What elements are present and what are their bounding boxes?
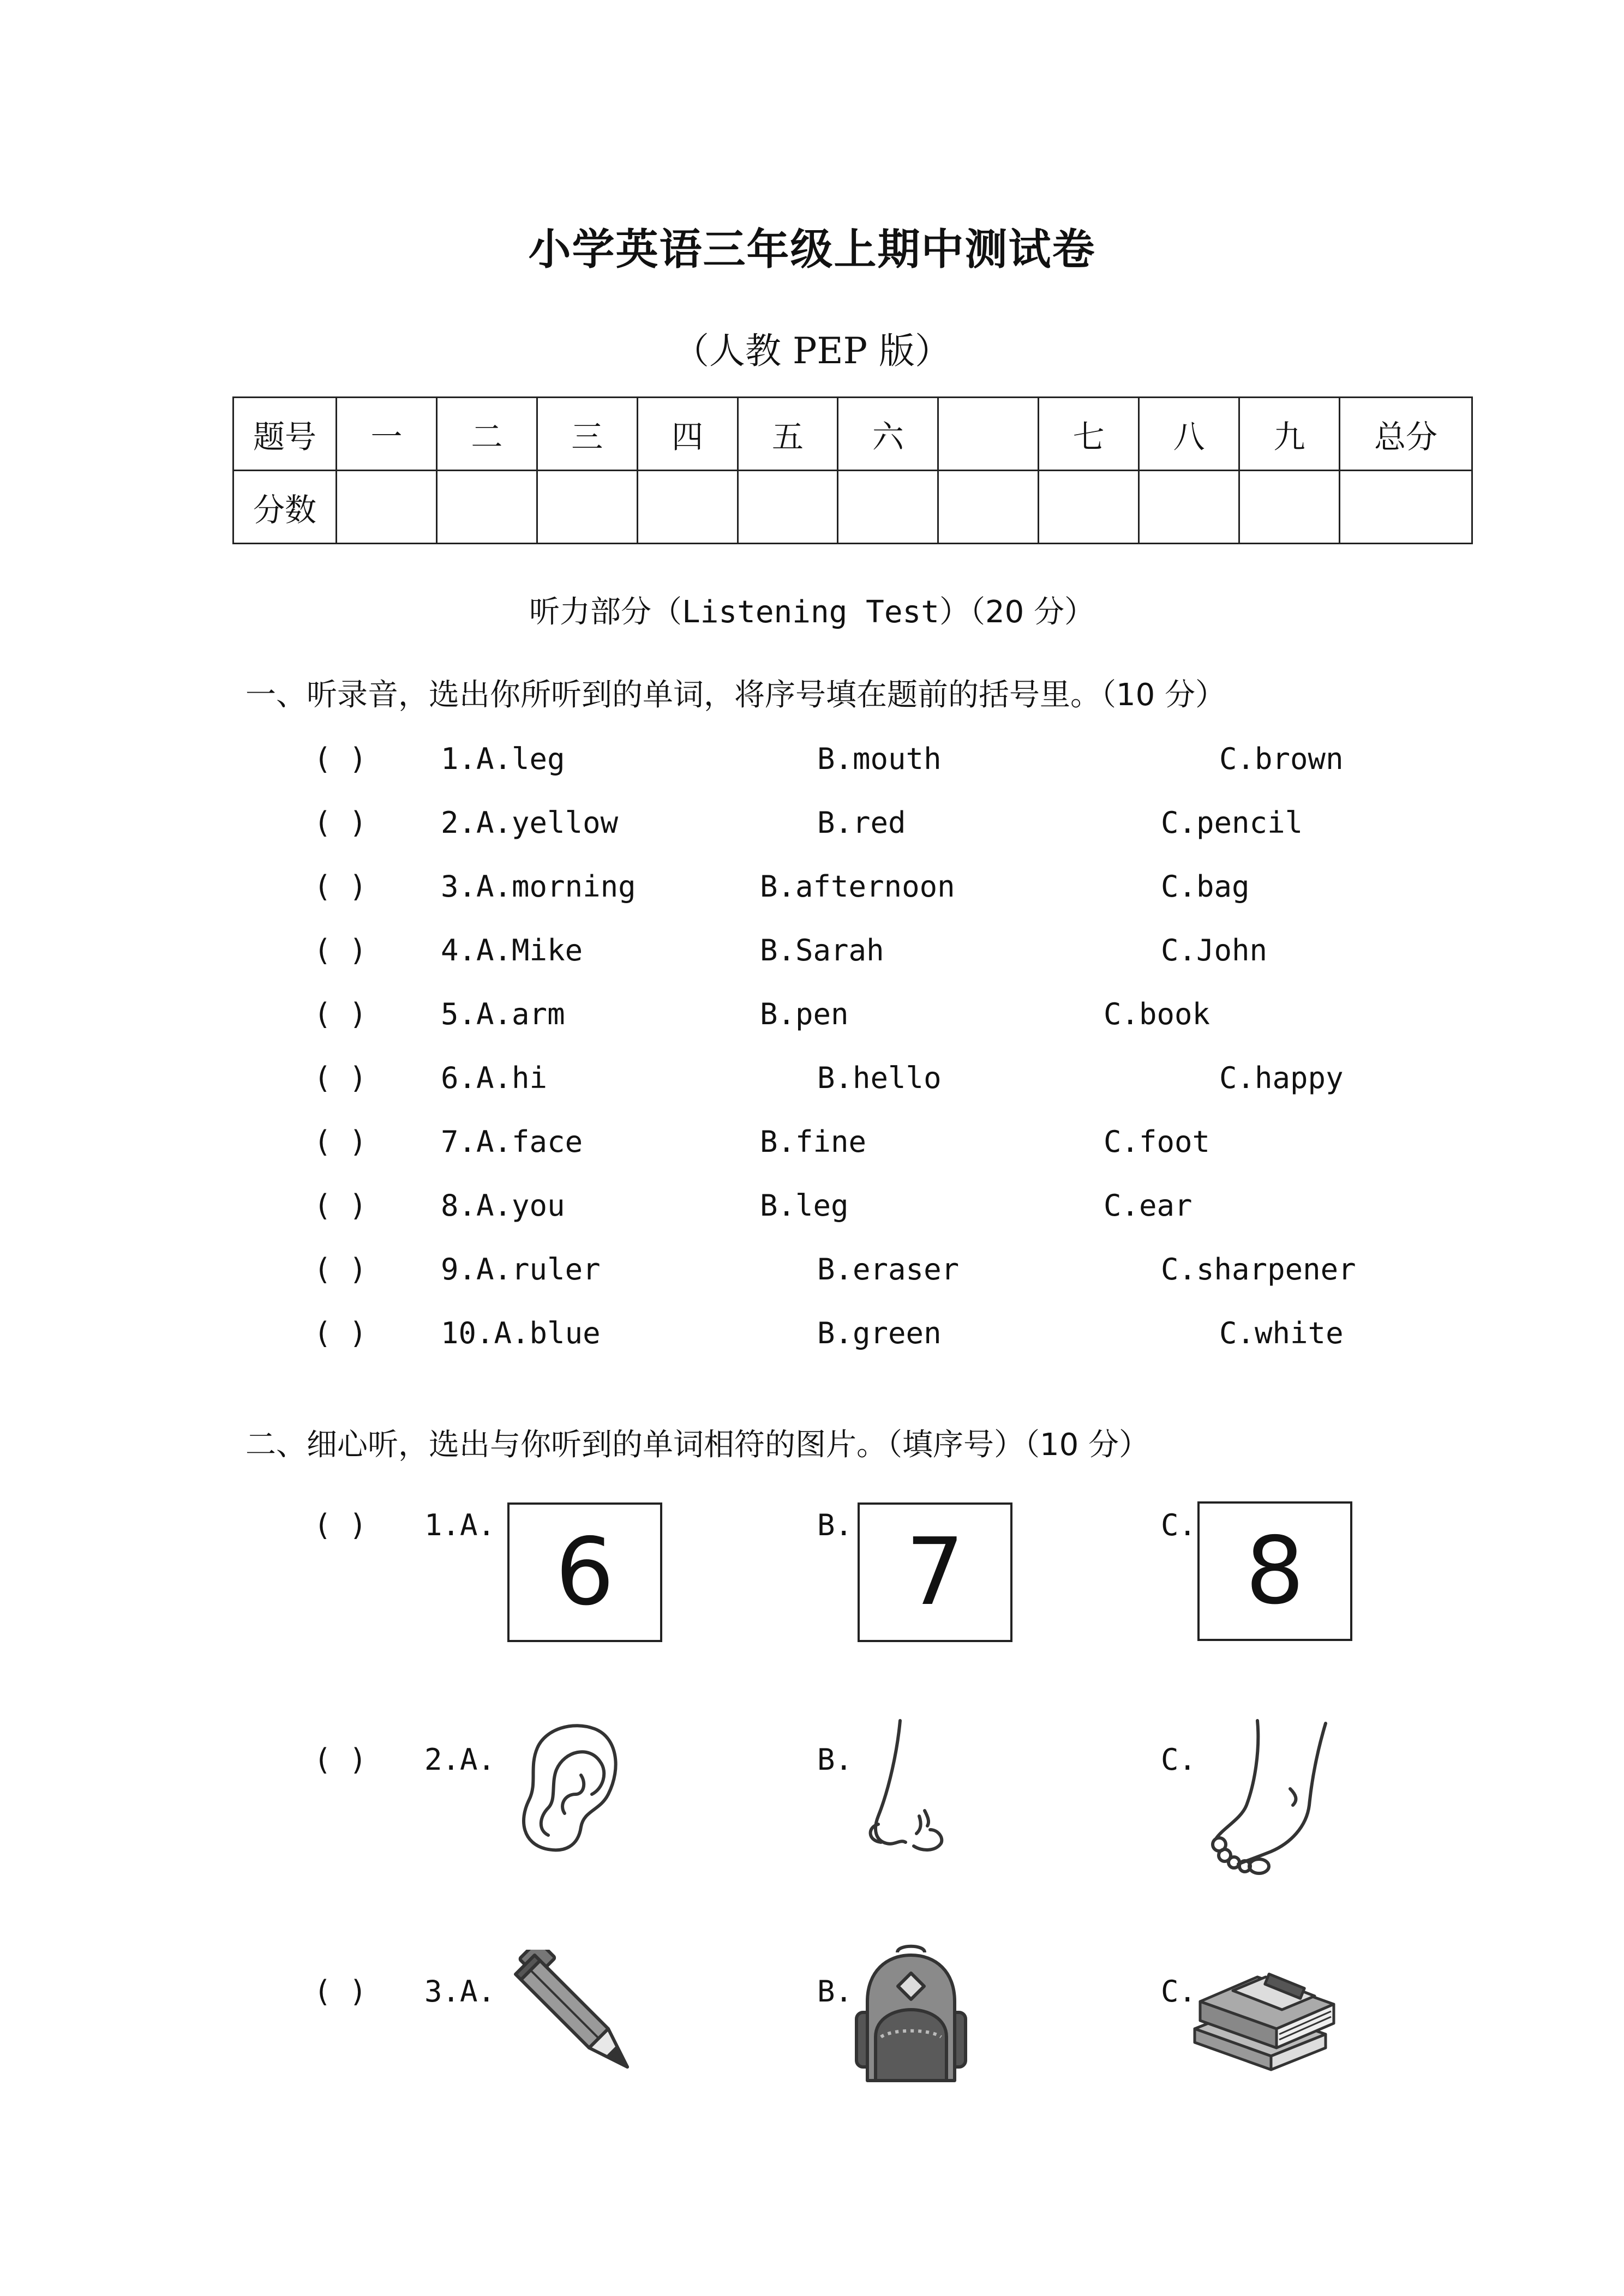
part2-title: 二、细心听，选出与你听到的单词相符的图片。（填序号）（10 分） (245, 1427, 1150, 1463)
score-entry[interactable] (1039, 471, 1139, 544)
answer-blank[interactable]: ( ) (314, 1742, 367, 1777)
option-a-label: 3.A. (424, 1974, 496, 2009)
option-c: C.bag (1161, 869, 1250, 904)
option-b-label: B. (817, 1742, 853, 1777)
page-subtitle: （人教 PEP 版） (673, 330, 951, 372)
score-table (232, 396, 1473, 544)
listening-prefix: 听力部分（ (529, 594, 682, 630)
option-b: B.afternoon (760, 869, 955, 904)
answer-blank[interactable]: ( ) (314, 933, 367, 967)
option-c: C.book (1104, 997, 1210, 1031)
option-b: B.Sarah (760, 933, 884, 967)
answer-blank[interactable]: ( ) (314, 997, 367, 1031)
number-card-six: 6 (507, 1502, 662, 1642)
page-title: 小学英语三年级上期中测试卷 (528, 225, 1096, 274)
answer-blank[interactable]: ( ) (314, 806, 367, 840)
score-entry[interactable] (838, 471, 938, 544)
score-entry[interactable] (1239, 471, 1340, 544)
number-card-eight: 8 (1197, 1501, 1352, 1641)
score-table-header-row (233, 398, 1472, 471)
option-b: B.leg (760, 1188, 849, 1223)
answer-blank[interactable]: ( ) (314, 869, 367, 904)
option-c: C.foot (1104, 1125, 1210, 1159)
score-cell-2: 二 (436, 398, 537, 471)
option-c: C.happy (1219, 1061, 1344, 1095)
ear-icon (513, 1718, 622, 1860)
nose-icon (862, 1718, 966, 1860)
listening-english: Listening Test (681, 594, 939, 630)
score-entry[interactable] (337, 471, 437, 544)
option-b-label: B. (817, 1974, 853, 2009)
score-cell-blank (938, 398, 1039, 471)
option-c: C.white (1219, 1316, 1344, 1350)
option-a: 5.A.arm (441, 997, 565, 1031)
answer-blank[interactable]: ( ) (314, 1061, 367, 1095)
score-entry[interactable] (436, 471, 537, 544)
option-a: 8.A.you (441, 1188, 565, 1223)
option-a: 9.A.ruler (441, 1252, 601, 1287)
score-entry[interactable] (938, 471, 1039, 544)
foot-icon (1195, 1718, 1337, 1876)
score-entry[interactable] (637, 471, 738, 544)
listening-suffix: ）（20 分） (939, 594, 1095, 630)
option-a: 2.A.yellow (441, 806, 619, 840)
books-icon (1189, 1947, 1342, 2078)
answer-blank[interactable]: ( ) (314, 1508, 367, 1542)
score-cell-4: 四 (637, 398, 738, 471)
listening-heading (0, 588, 1624, 632)
answer-blank[interactable]: ( ) (314, 742, 367, 776)
score-cell-7: 七 (1039, 398, 1139, 471)
option-c: C.John (1161, 933, 1268, 967)
option-a: 1.A.leg (441, 742, 565, 776)
score-cell-label: 题号 (233, 398, 337, 471)
score-entry[interactable] (537, 471, 637, 544)
option-c: C.ear (1104, 1188, 1192, 1223)
backpack-icon (848, 1942, 974, 2089)
answer-blank[interactable]: ( ) (314, 1316, 367, 1350)
answer-blank[interactable]: ( ) (314, 1125, 367, 1159)
score-cell-1: 一 (337, 398, 437, 471)
option-b: B.pen (760, 997, 849, 1031)
option-a: 6.A.hi (441, 1061, 548, 1095)
option-b: B.eraser (817, 1252, 960, 1287)
option-c: C.sharpener (1161, 1252, 1356, 1287)
option-c: C.brown (1219, 742, 1344, 776)
answer-blank[interactable]: ( ) (314, 1252, 367, 1287)
option-b: B.mouth (817, 742, 942, 776)
score-cell-total: 总分 (1340, 398, 1472, 471)
pencil-icon (510, 1950, 636, 2075)
score-table-score-row (233, 471, 1472, 544)
option-a: 7.A.face (441, 1125, 583, 1159)
score-row-label: 分数 (233, 471, 337, 544)
option-a-label: 1.A. (424, 1508, 496, 1542)
option-b: B.red (817, 806, 906, 840)
option-b-label: B. (817, 1508, 853, 1542)
option-c-label: C. (1161, 1742, 1197, 1777)
option-b: B.green (817, 1316, 942, 1350)
score-cell-6: 六 (838, 398, 938, 471)
option-a: 3.A.morning (441, 869, 636, 904)
option-b: B.hello (817, 1061, 942, 1095)
number-card-seven: 7 (858, 1502, 1012, 1642)
option-a: 4.A.Mike (441, 933, 583, 967)
score-cell-3: 三 (537, 398, 637, 471)
score-cell-9: 九 (1239, 398, 1340, 471)
answer-blank[interactable]: ( ) (314, 1974, 367, 2009)
score-entry[interactable] (738, 471, 838, 544)
option-c-label: C. (1161, 1974, 1197, 2009)
option-a-label: 2.A. (424, 1742, 496, 1777)
option-a: 10.A.blue (441, 1316, 601, 1350)
score-cell-5: 五 (738, 398, 838, 471)
part1-title: 一、听录音，选出你所听到的单词，将序号填在题前的括号里。（10 分） (245, 677, 1226, 713)
score-cell-8: 八 (1139, 398, 1239, 471)
option-c-label: C. (1161, 1508, 1197, 1542)
option-b: B.fine (760, 1125, 867, 1159)
score-entry[interactable] (1139, 471, 1239, 544)
answer-blank[interactable]: ( ) (314, 1188, 367, 1223)
option-c: C.pencil (1161, 806, 1303, 840)
score-entry[interactable] (1340, 471, 1472, 544)
